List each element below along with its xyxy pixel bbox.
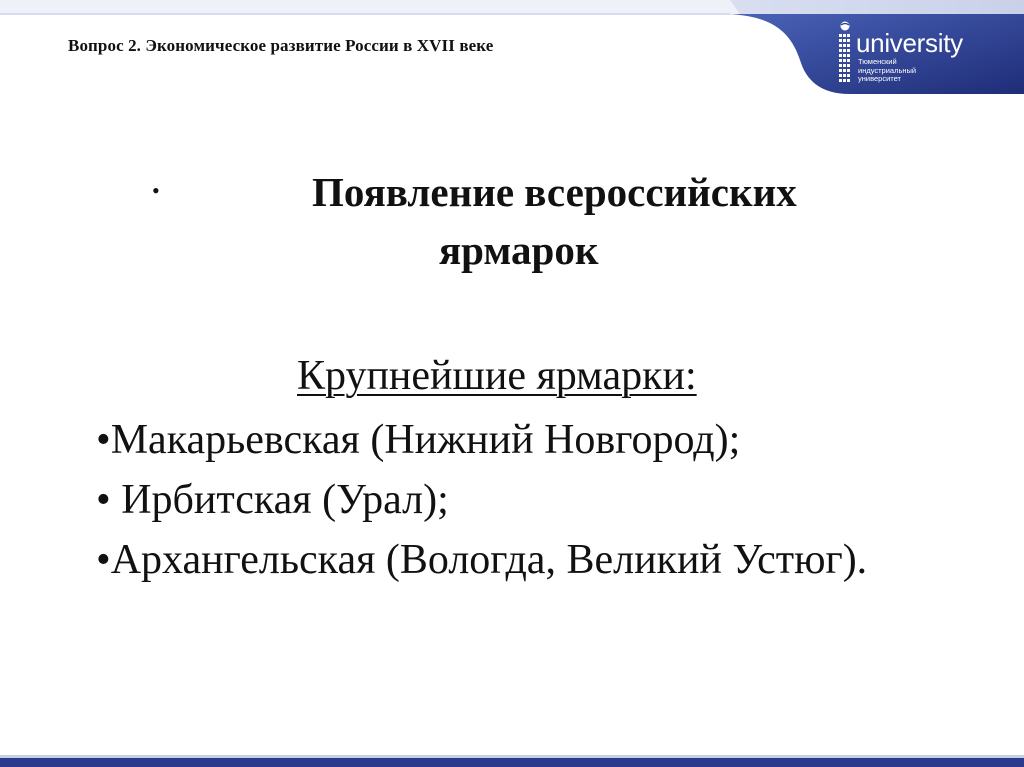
list-item: •Архангельская (Вологда, Великий Устюг). [96, 537, 868, 583]
list-item: •Макарьевская (Нижний Новгород); [96, 417, 741, 463]
university-logo-icon [836, 20, 856, 86]
main-heading-line-1: Появление всероссийских [312, 169, 797, 215]
logo-subtitle: Тюменский индустриальный университет [858, 57, 917, 83]
logo-wordmark: university [856, 28, 963, 58]
slide-title: Вопрос 2. Экономическое развитие России в XVII веке [68, 36, 494, 55]
list-subheading: Крупнейшие ярмарки: [297, 353, 697, 399]
heading-bullet: • [152, 178, 160, 203]
main-heading-line-2: ярмарок [439, 227, 599, 273]
list-item: • Ирбитская (Урал); [96, 477, 449, 523]
fairs-list [96, 410, 984, 590]
university-logo [834, 20, 994, 86]
footer-band [0, 758, 1024, 767]
